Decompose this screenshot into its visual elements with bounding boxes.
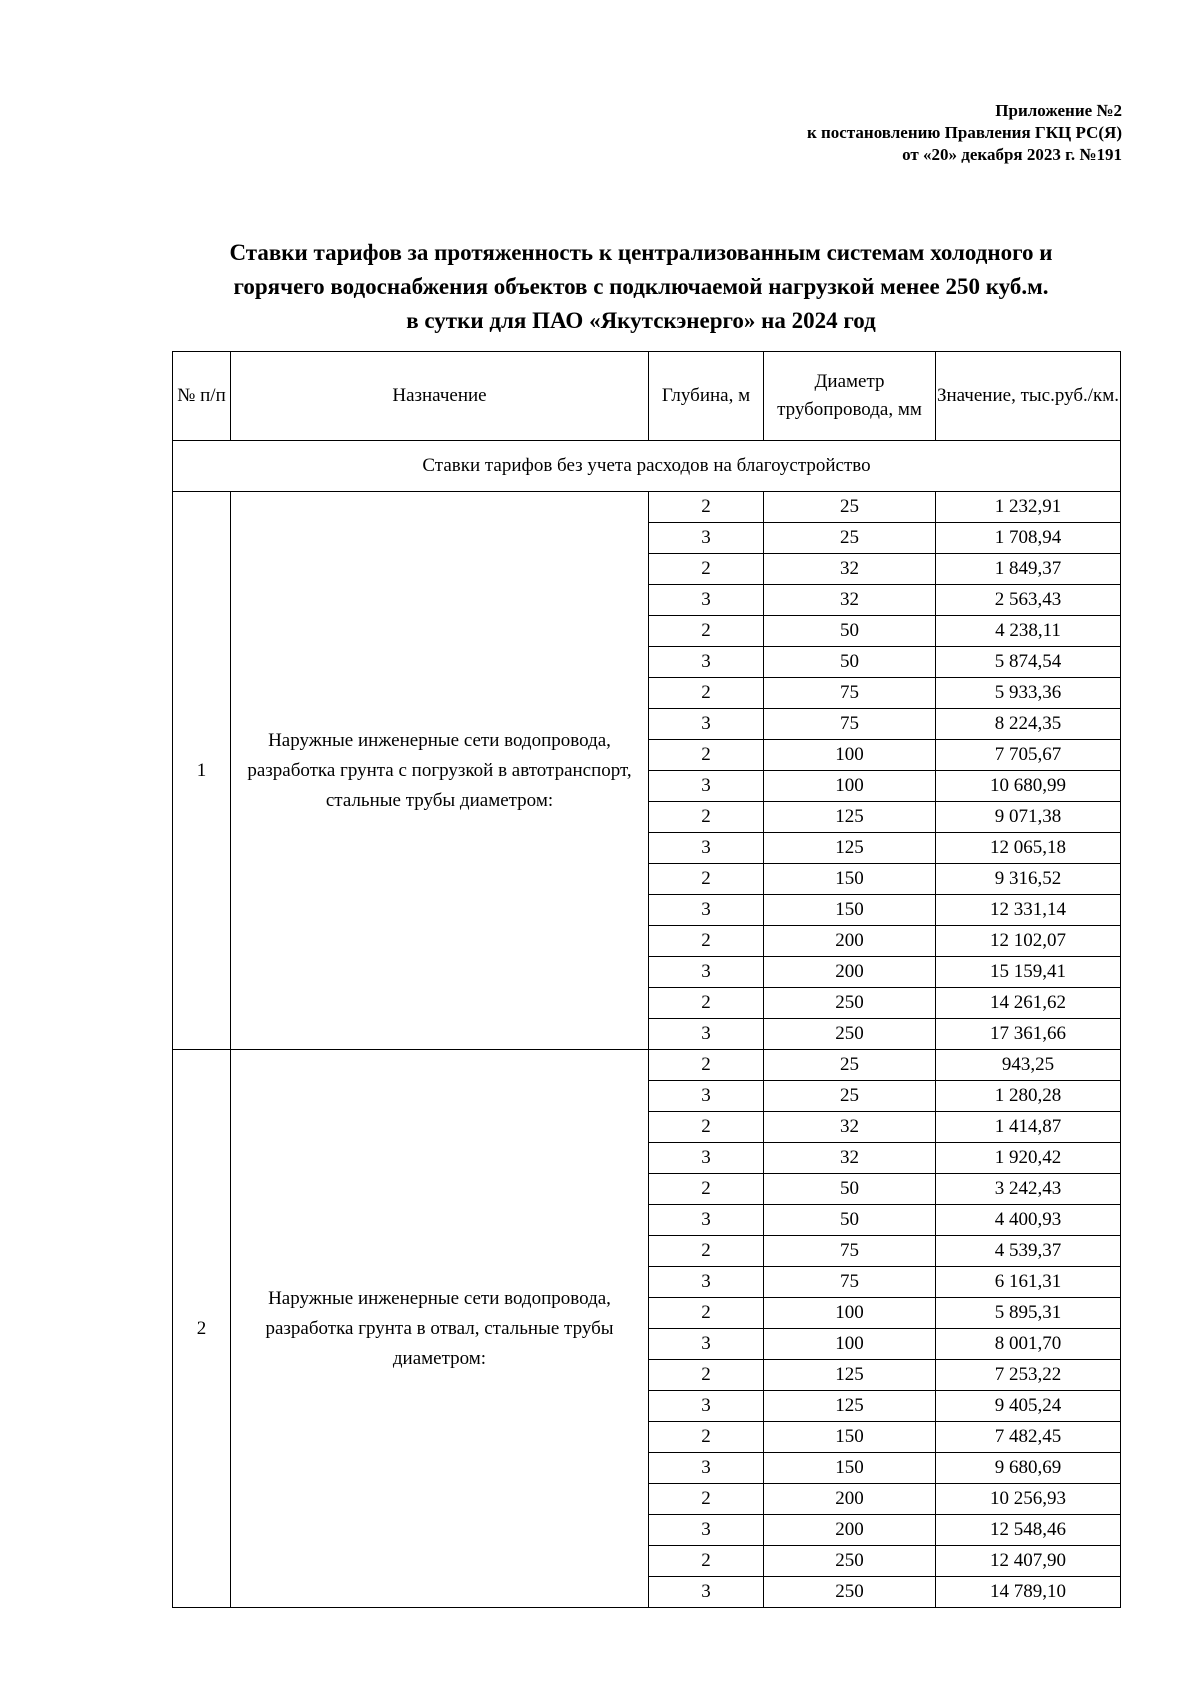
cell-depth: 3 bbox=[649, 957, 764, 988]
cell-value: 8 001,70 bbox=[936, 1329, 1121, 1360]
group-description: Наружные инженерные сети водопровода, разработка грунта в отвал, стальные трубы диаметром: bbox=[231, 1050, 649, 1608]
cell-depth: 2 bbox=[649, 492, 764, 523]
cell-value: 12 548,46 bbox=[936, 1515, 1121, 1546]
cell-diameter: 125 bbox=[764, 1360, 936, 1391]
cell-value: 943,25 bbox=[936, 1050, 1121, 1081]
cell-diameter: 125 bbox=[764, 802, 936, 833]
cell-diameter: 32 bbox=[764, 1112, 936, 1143]
header-value: Значение, тыс.руб./км. bbox=[936, 352, 1121, 441]
cell-value: 9 680,69 bbox=[936, 1453, 1121, 1484]
cell-diameter: 150 bbox=[764, 864, 936, 895]
cell-diameter: 200 bbox=[764, 1515, 936, 1546]
cell-diameter: 25 bbox=[764, 523, 936, 554]
tariff-table bbox=[172, 351, 1121, 1608]
section-row bbox=[173, 441, 1121, 492]
cell-diameter: 250 bbox=[764, 1019, 936, 1050]
cell-diameter: 200 bbox=[764, 1484, 936, 1515]
cell-diameter: 32 bbox=[764, 554, 936, 585]
cell-value: 10 680,99 bbox=[936, 771, 1121, 802]
cell-value: 5 933,36 bbox=[936, 678, 1121, 709]
cell-depth: 3 bbox=[649, 523, 764, 554]
cell-depth: 2 bbox=[649, 1360, 764, 1391]
cell-diameter: 125 bbox=[764, 833, 936, 864]
cell-value: 7 482,45 bbox=[936, 1422, 1121, 1453]
cell-diameter: 50 bbox=[764, 647, 936, 678]
table-header-row bbox=[173, 352, 1121, 441]
cell-diameter: 150 bbox=[764, 895, 936, 926]
cell-diameter: 200 bbox=[764, 957, 936, 988]
cell-depth: 3 bbox=[649, 1577, 764, 1608]
cell-depth: 2 bbox=[649, 1546, 764, 1577]
cell-diameter: 250 bbox=[764, 1577, 936, 1608]
cell-value: 1 232,91 bbox=[936, 492, 1121, 523]
cell-depth: 3 bbox=[649, 647, 764, 678]
cell-depth: 2 bbox=[649, 1422, 764, 1453]
cell-depth: 2 bbox=[649, 616, 764, 647]
header-depth: Глубина, м bbox=[649, 352, 764, 441]
cell-value: 12 407,90 bbox=[936, 1546, 1121, 1577]
cell-depth: 3 bbox=[649, 709, 764, 740]
cell-depth: 3 bbox=[649, 1019, 764, 1050]
cell-diameter: 100 bbox=[764, 1298, 936, 1329]
cell-value: 12 065,18 bbox=[936, 833, 1121, 864]
cell-value: 7 253,22 bbox=[936, 1360, 1121, 1391]
cell-value: 15 159,41 bbox=[936, 957, 1121, 988]
group-number: 1 bbox=[173, 492, 231, 1050]
cell-diameter: 75 bbox=[764, 1236, 936, 1267]
cell-value: 9 316,52 bbox=[936, 864, 1121, 895]
cell-depth: 3 bbox=[649, 585, 764, 616]
cell-depth: 3 bbox=[649, 1329, 764, 1360]
cell-depth: 2 bbox=[649, 1112, 764, 1143]
cell-depth: 2 bbox=[649, 1484, 764, 1515]
cell-depth: 3 bbox=[649, 1267, 764, 1298]
cell-value: 5 874,54 bbox=[936, 647, 1121, 678]
cell-value: 4 400,93 bbox=[936, 1205, 1121, 1236]
cell-diameter: 100 bbox=[764, 771, 936, 802]
cell-value: 1 708,94 bbox=[936, 523, 1121, 554]
cell-depth: 3 bbox=[649, 1081, 764, 1112]
cell-diameter: 200 bbox=[764, 926, 936, 957]
cell-value: 12 102,07 bbox=[936, 926, 1121, 957]
cell-diameter: 250 bbox=[764, 988, 936, 1019]
cell-diameter: 150 bbox=[764, 1453, 936, 1484]
cell-value: 6 161,31 bbox=[936, 1267, 1121, 1298]
group-number: 2 bbox=[173, 1050, 231, 1608]
cell-value: 4 539,37 bbox=[936, 1236, 1121, 1267]
cell-diameter: 25 bbox=[764, 1050, 936, 1081]
cell-value: 12 331,14 bbox=[936, 895, 1121, 926]
cell-depth: 3 bbox=[649, 1453, 764, 1484]
cell-diameter: 32 bbox=[764, 1143, 936, 1174]
header-number: № п/п bbox=[173, 352, 231, 441]
cell-value: 14 789,10 bbox=[936, 1577, 1121, 1608]
cell-depth: 3 bbox=[649, 1515, 764, 1546]
cell-diameter: 100 bbox=[764, 740, 936, 771]
cell-diameter: 250 bbox=[764, 1546, 936, 1577]
header-purpose: Назначение bbox=[231, 352, 649, 441]
cell-value: 1 280,28 bbox=[936, 1081, 1121, 1112]
cell-value: 5 895,31 bbox=[936, 1298, 1121, 1329]
cell-value: 7 705,67 bbox=[936, 740, 1121, 771]
cell-value: 14 261,62 bbox=[936, 988, 1121, 1019]
cell-depth: 2 bbox=[649, 988, 764, 1019]
cell-value: 10 256,93 bbox=[936, 1484, 1121, 1515]
table-row bbox=[173, 1050, 1121, 1081]
document-title-line-3: в сутки для ПАО «Якутскэнерго» на 2024 год bbox=[406, 308, 876, 333]
cell-diameter: 25 bbox=[764, 492, 936, 523]
cell-diameter: 125 bbox=[764, 1391, 936, 1422]
cell-depth: 2 bbox=[649, 740, 764, 771]
cell-value: 8 224,35 bbox=[936, 709, 1121, 740]
cell-depth: 3 bbox=[649, 833, 764, 864]
cell-depth: 2 bbox=[649, 926, 764, 957]
cell-value: 2 563,43 bbox=[936, 585, 1121, 616]
cell-diameter: 32 bbox=[764, 585, 936, 616]
cell-depth: 2 bbox=[649, 1050, 764, 1081]
cell-diameter: 75 bbox=[764, 678, 936, 709]
cell-depth: 2 bbox=[649, 864, 764, 895]
section-label: Ставки тарифов без учета расходов на благоустройство bbox=[173, 441, 1121, 492]
cell-depth: 2 bbox=[649, 678, 764, 709]
cell-diameter: 75 bbox=[764, 709, 936, 740]
cell-depth: 3 bbox=[649, 771, 764, 802]
appendix-date: от «20» декабря 2023 г. №191 bbox=[902, 145, 1122, 164]
cell-diameter: 150 bbox=[764, 1422, 936, 1453]
cell-diameter: 50 bbox=[764, 1205, 936, 1236]
cell-depth: 2 bbox=[649, 1236, 764, 1267]
cell-value: 9 071,38 bbox=[936, 802, 1121, 833]
cell-diameter: 75 bbox=[764, 1267, 936, 1298]
cell-depth: 3 bbox=[649, 1143, 764, 1174]
cell-diameter: 100 bbox=[764, 1329, 936, 1360]
cell-value: 1 849,37 bbox=[936, 554, 1121, 585]
cell-diameter: 50 bbox=[764, 1174, 936, 1205]
cell-value: 4 238,11 bbox=[936, 616, 1121, 647]
cell-value: 1 414,87 bbox=[936, 1112, 1121, 1143]
document-title-line-2: горячего водоснабжения объектов с подключаемой нагрузкой менее 250 куб.м. bbox=[233, 274, 1049, 299]
cell-depth: 3 bbox=[649, 1205, 764, 1236]
cell-depth: 2 bbox=[649, 1298, 764, 1329]
table-row bbox=[173, 492, 1121, 523]
cell-value: 1 920,42 bbox=[936, 1143, 1121, 1174]
cell-depth: 3 bbox=[649, 1391, 764, 1422]
cell-value: 17 361,66 bbox=[936, 1019, 1121, 1050]
document-title-line-1: Ставки тарифов за протяженность к централизованным системам холодного и bbox=[229, 240, 1053, 265]
appendix-block bbox=[807, 100, 1122, 166]
cell-depth: 2 bbox=[649, 554, 764, 585]
cell-depth: 2 bbox=[649, 1174, 764, 1205]
header-diameter: Диаметр трубопровода, мм bbox=[764, 352, 936, 441]
cell-value: 3 242,43 bbox=[936, 1174, 1121, 1205]
appendix-number: Приложение №2 bbox=[995, 101, 1122, 120]
cell-depth: 2 bbox=[649, 802, 764, 833]
cell-value: 9 405,24 bbox=[936, 1391, 1121, 1422]
cell-diameter: 25 bbox=[764, 1081, 936, 1112]
document-title bbox=[160, 236, 1122, 338]
cell-diameter: 50 bbox=[764, 616, 936, 647]
cell-depth: 3 bbox=[649, 895, 764, 926]
appendix-resolution-ref: к постановлению Правления ГКЦ РС(Я) bbox=[806, 123, 1122, 142]
group-description: Наружные инженерные сети водопровода, разработка грунта с погрузкой в автотранспорт, стальные трубы диаметром: bbox=[231, 492, 649, 1050]
